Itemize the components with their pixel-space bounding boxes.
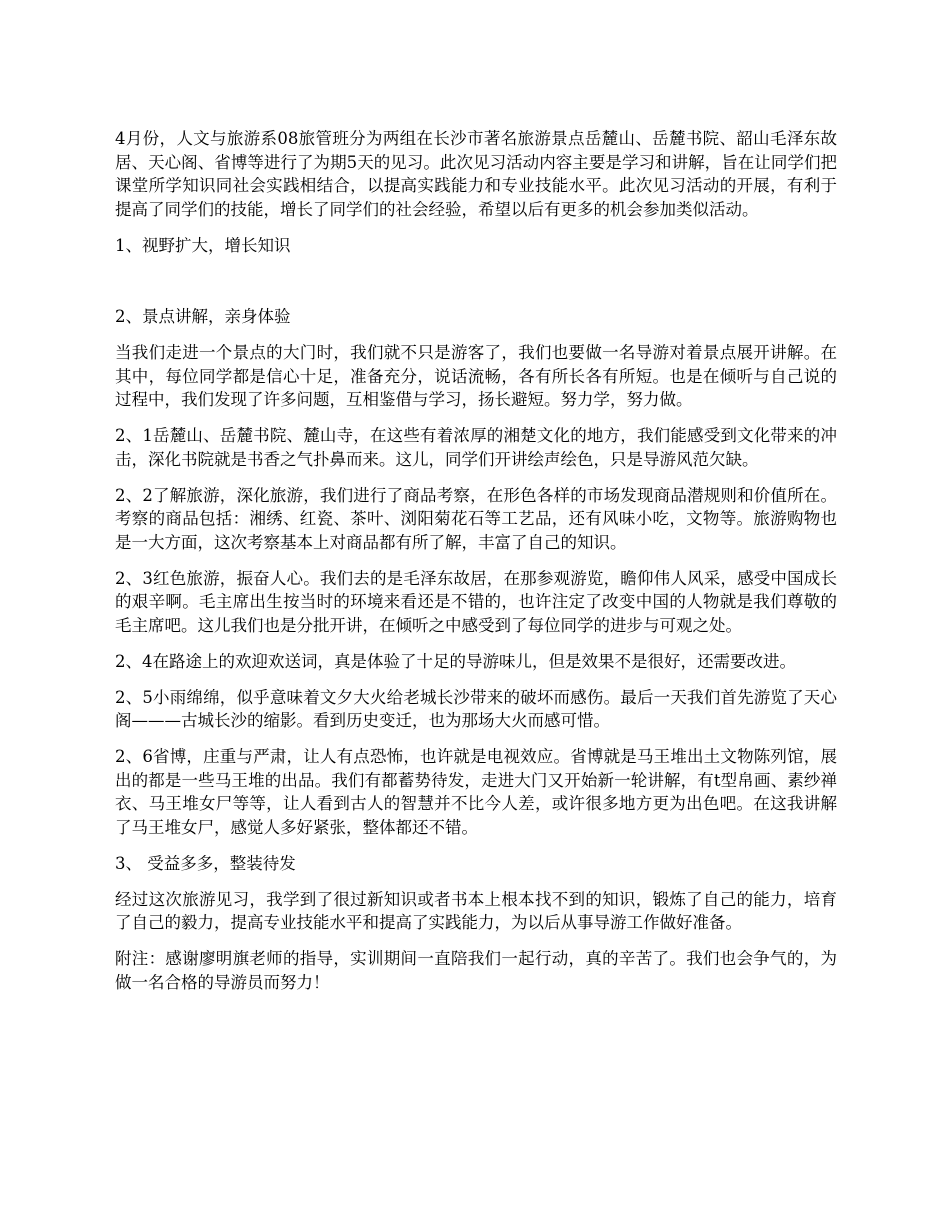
section-3-paragraph: 经过这次旅游见习，我学到了很过新知识或者书本上根本找不到的知识，锻炼了自己的能力，培育了自己的毅力，提高专业技能水平和提高了实践能力，为以后从事导游工作做好准备。 — [115, 889, 837, 932]
section-2-paragraph: 当我们走进一个景点的大门时，我们就不只是游客了，我们也要做一名导游对着景点展开讲解。在其中，每位同学都是信心十足，准备充分，说话流畅，各有所长各有所短。也是在倾听与自己说的过程中，我们发现了许多问题，互相鉴借与学习，扬长避短。努力学，努力做。 — [115, 343, 837, 409]
item-2-2-paragraph: 2、2了解旅游，深化旅游，我们进行了商品考察，在形色各样的市场发现商品潜规则和价值所在。考察的商品包括：湘绣、红瓷、茶叶、浏阳菊花石等工艺品，还有风味小吃，文物等。旅游购物也是一大方面，这次考察基本上对商品都有所了解，丰富了自己的知识。 — [115, 485, 837, 552]
section-1-heading: 1、视野扩大，增长知识 — [115, 235, 291, 255]
section-2-heading: 2、景点讲解，亲身体验 — [115, 307, 291, 326]
item-2-1-paragraph: 2、1岳麓山、岳麓书院、麓山寺，在这些有着浓厚的湘楚文化的地方，我们能感受到文化带来的冲击，深化书院就是书香之气扑鼻而来。这儿，同学们开讲绘声绘色，只是导游风范欠缺。 — [115, 426, 837, 469]
section-3-heading: 3、 受益多多，整装待发 — [115, 853, 296, 873]
item-2-3-paragraph: 2、3红色旅游，振奋人心。我们去的是毛泽东故居，在那参观游览，瞻仰伟人风采，感受中国成长的艰辛啊。毛主席出生按当时的环境来看还是不错的，也许注定了改变中国的人物就是我们尊敬的毛主席吧。这儿我们也是分批开讲，在倾听之中感受到了每位同学的进步与可观之处。 — [115, 568, 837, 635]
item-2-6-paragraph: 2、6省博，庄重与严肃，让人有点恐怖，也许就是电视效应。省博就是马王堆出土文物陈列馆，展出的都是一些马王堆的出品。我们有都蓄势待发，走进大门又开始新一轮讲解，有t型帛画、素纱禅衣、马王堆女尸等等，让人看到古人的智慧并不比今人差，或许很多地方更为出色吧。在这我讲解了马王堆女尸，感觉人多好紧张，整体都还不错。 — [115, 747, 837, 837]
appendix-paragraph: 附注：感谢廖明旗老师的指导，实训期间一直陪我们一起行动，真的辛苦了。我们也会争气的，为做一名合格的导游员而努力！ — [115, 949, 837, 992]
item-2-4-paragraph: 2、4在路途上的欢迎欢送词，真是体验了十足的导游味儿，但是效果不是很好，还需要改进。 — [115, 651, 796, 671]
item-2-5-paragraph: 2、5小雨绵绵，似乎意味着文夕大火给老城长沙带来的破坏而感伤。最后一天我们首先游览了天心阁———古城长沙的缩影。看到历史变迁，也为那场大火而感可惜。 — [115, 687, 837, 730]
document-page — [115, 127, 837, 1007]
intro-paragraph: 4月份，人文与旅游系08旅管班分为两组在长沙市著名旅游景点岳麓山、岳麓书院、韶山毛泽东故居、天心阁、省博等进行了为期5天的见习。此次见习活动内容主要是学习和讲解，旨在让同学们把课堂所学知识同社会实践相结合，以提高实践能力和专业技能水平。此次见习活动的开展，有利于提高了同学们的技能，增长了同学们的社会经验，希望以后有更多的机会参加类似活动。 — [115, 129, 837, 219]
